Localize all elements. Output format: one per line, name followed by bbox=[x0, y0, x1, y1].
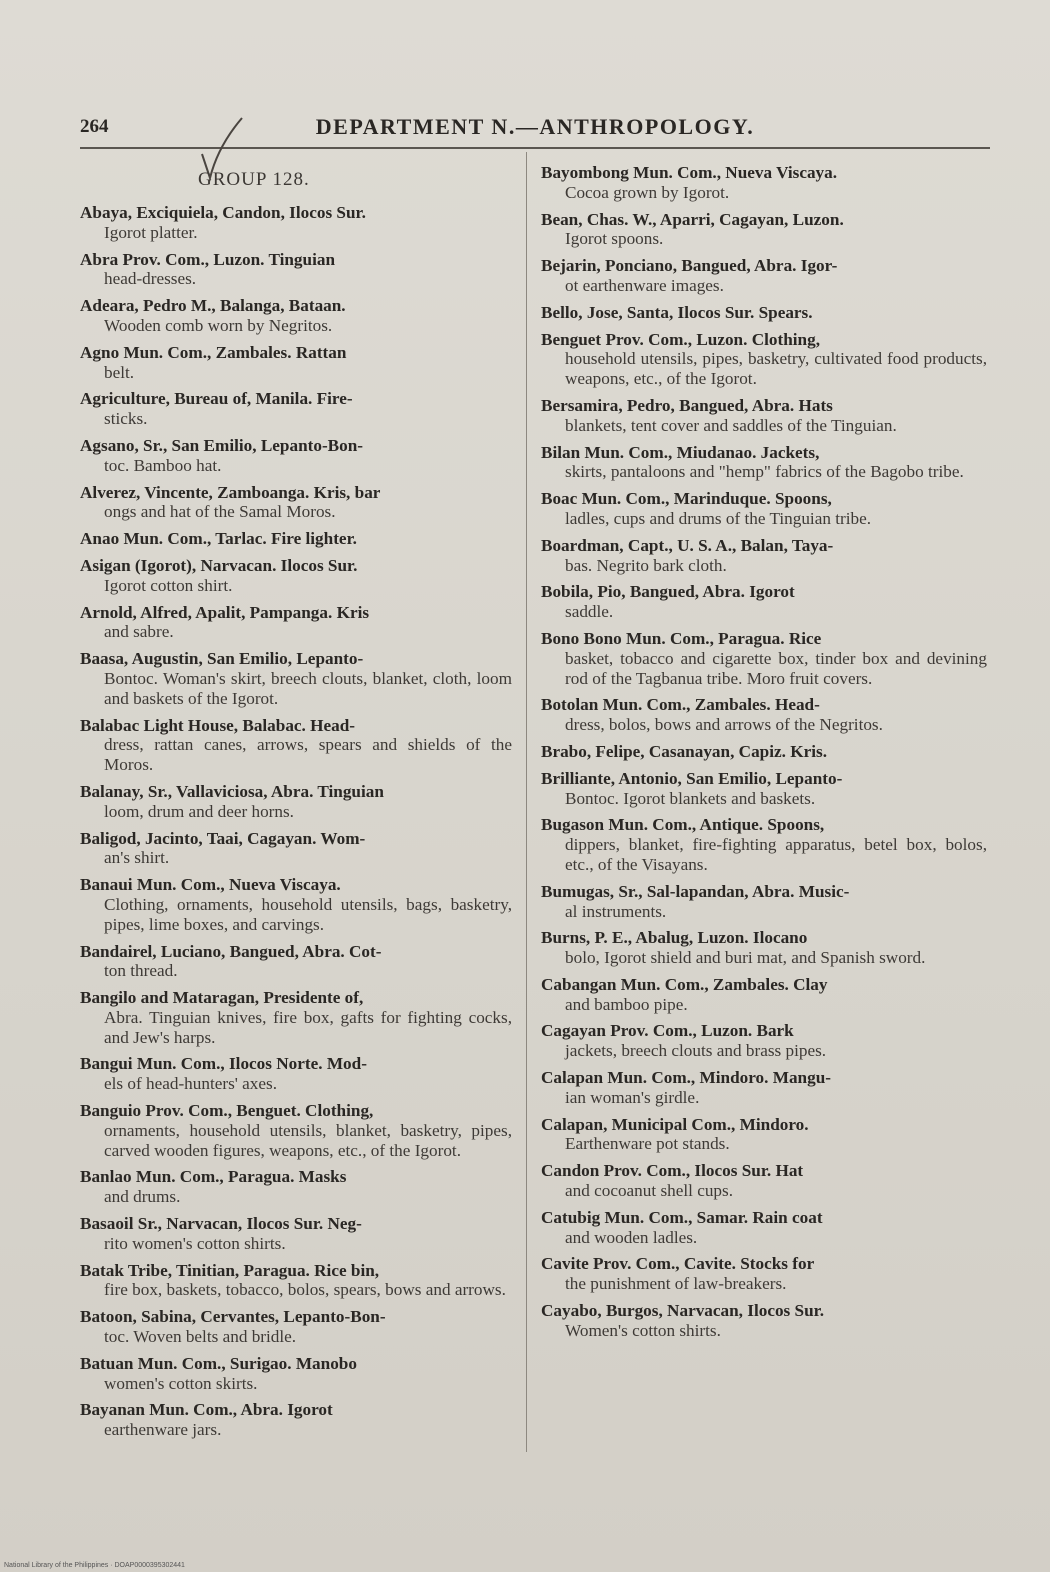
exhibitor-entry bbox=[80, 782, 512, 822]
page-number: 264 bbox=[80, 116, 109, 137]
exhibit-description: and wooden ladles. bbox=[565, 1227, 698, 1247]
exhibitor-entry bbox=[80, 296, 512, 336]
exhibit-description: rito women's cotton shirts. bbox=[104, 1233, 286, 1253]
exhibitor-entry bbox=[541, 629, 987, 688]
exhibitor-entry bbox=[80, 1054, 512, 1094]
exhibitor-name: Bilan Mun. Com., Miudanao. Jackets, bbox=[541, 442, 820, 462]
exhibitor-entry bbox=[541, 1068, 987, 1108]
exhibit-description: the punishment of law-breakers. bbox=[565, 1274, 787, 1294]
exhibit-description: dress, bolos, bows and arrows of the Negritos. bbox=[565, 715, 883, 735]
exhibit-description: jackets, breech clouts and brass pipes. bbox=[565, 1041, 827, 1061]
exhibitor-name: Baligod, Jacinto, Taai, Cagayan. Wom- bbox=[80, 828, 366, 848]
exhibit-description: saddle. bbox=[565, 602, 614, 622]
exhibitor-name: Cabangan Mun. Com., Zambales. Clay bbox=[541, 974, 828, 994]
exhibitor-entry bbox=[80, 556, 512, 596]
exhibitor-entry bbox=[80, 1101, 512, 1160]
exhibit-description: loom, drum and deer horns. bbox=[104, 801, 294, 821]
exhibit-description: Bontoc. Woman's skirt, breech clouts, blanket, cloth, loom and baskets of the Igorot. bbox=[104, 668, 512, 708]
exhibit-description: fire box, baskets, tobacco, bolos, spears, bows and arrows. bbox=[104, 1280, 506, 1300]
exhibitor-entry bbox=[80, 203, 512, 243]
exhibitor-name: Arnold, Alfred, Apalit, Pampanga. Kris bbox=[80, 602, 370, 622]
exhibitor-entry bbox=[80, 603, 512, 643]
exhibit-description: and bamboo pipe. bbox=[565, 994, 688, 1014]
exhibitor-entry bbox=[80, 436, 512, 476]
exhibit-description: Igorot platter. bbox=[104, 222, 198, 242]
exhibitor-name: Agriculture, Bureau of, Manila. Fire- bbox=[80, 389, 353, 409]
page-title: DEPARTMENT N.—ANTHROPOLOGY. bbox=[315, 114, 755, 139]
exhibit-description: Earthenware pot stands. bbox=[565, 1134, 730, 1154]
exhibit-description: skirts, pantaloons and "hemp" fabrics of the Bagobo tribe. bbox=[565, 462, 964, 482]
exhibit-description: blankets, tent cover and saddles of the Tinguian. bbox=[565, 415, 897, 435]
exhibitor-entry bbox=[80, 483, 512, 523]
exhibitor-name: Brabo, Felipe, Casanayan, Capiz. Kris. bbox=[541, 741, 827, 761]
exhibitor-entry bbox=[541, 1115, 987, 1155]
exhibitor-entry bbox=[80, 649, 512, 708]
exhibitor-entry bbox=[80, 988, 512, 1047]
exhibitor-entry bbox=[541, 815, 987, 874]
exhibit-description: toc. Bamboo hat. bbox=[104, 455, 222, 475]
exhibitor-name: Adeara, Pedro M., Balanga, Bataan. bbox=[80, 296, 346, 316]
exhibitor-name: Balanay, Sr., Vallaviciosa, Abra. Tinguian bbox=[80, 781, 384, 801]
exhibitor-name: Batoon, Sabina, Cervantes, Lepanto-Bon- bbox=[80, 1307, 386, 1327]
right-column bbox=[541, 163, 987, 1348]
exhibitor-name: Catubig Mun. Com., Samar. Rain coat bbox=[541, 1207, 823, 1227]
exhibitor-name: Brilliante, Antonio, San Emilio, Lepanto- bbox=[541, 768, 843, 788]
exhibitor-entry bbox=[80, 942, 512, 982]
exhibitor-entry bbox=[80, 1214, 512, 1254]
exhibitor-name: Bugason Mun. Com., Antique. Spoons, bbox=[541, 815, 825, 835]
exhibit-description: dippers, blanket, fire-fighting apparatus, betel box, bolos, etc., of the Visayans. bbox=[565, 835, 987, 874]
exhibitor-entry bbox=[541, 210, 987, 250]
exhibit-description: sticks. bbox=[104, 409, 148, 429]
exhibitor-name: Bangui Mun. Com., Ilocos Norte. Mod- bbox=[80, 1054, 367, 1074]
exhibitor-name: Anao Mun. Com., Tarlac. Fire lighter. bbox=[80, 529, 357, 549]
left-entry-list bbox=[80, 203, 512, 1440]
exhibitor-name: Bejarin, Ponciano, Bangued, Abra. Igor- bbox=[541, 256, 838, 276]
exhibitor-name: Banaui Mun. Com., Nueva Viscaya. bbox=[80, 875, 341, 895]
exhibitor-entry bbox=[80, 875, 512, 934]
exhibitor-name: Balabac Light House, Balabac. Head- bbox=[80, 715, 356, 735]
exhibit-description: Igorot spoons. bbox=[565, 229, 664, 249]
exhibitor-name: Cagayan Prov. Com., Luzon. Bark bbox=[541, 1021, 794, 1041]
exhibitor-entry bbox=[541, 582, 987, 622]
exhibit-description: head-dresses. bbox=[104, 269, 197, 289]
exhibitor-entry bbox=[541, 742, 987, 762]
exhibitor-name: Banlao Mun. Com., Paragua. Masks bbox=[80, 1167, 347, 1187]
exhibit-description: ladles, cups and drums of the Tinguian tribe. bbox=[565, 508, 872, 528]
exhibit-description: and drums. bbox=[104, 1187, 181, 1207]
exhibit-description: ton thread. bbox=[104, 961, 178, 981]
exhibitor-entry bbox=[541, 695, 987, 735]
exhibitor-entry bbox=[541, 882, 987, 922]
exhibit-description: basket, tobacco and cigarette box, tinder box and devining rod of the Tagbanua tribe. Moro fruit covers. bbox=[565, 648, 987, 688]
exhibit-description: ian woman's girdle. bbox=[565, 1087, 700, 1107]
exhibit-description: bas. Negrito bark cloth. bbox=[565, 555, 727, 575]
exhibitor-entry bbox=[541, 489, 987, 529]
exhibitor-entry bbox=[541, 1161, 987, 1201]
exhibitor-entry bbox=[541, 1301, 987, 1341]
exhibitor-name: Agno Mun. Com., Zambales. Rattan bbox=[80, 342, 347, 362]
exhibit-description: earthenware jars. bbox=[104, 1420, 222, 1440]
exhibit-description: belt. bbox=[104, 362, 135, 382]
exhibitor-entry bbox=[541, 256, 987, 296]
exhibit-description: ongs and hat of the Samal Moros. bbox=[104, 502, 336, 522]
exhibitor-name: Basaoil Sr., Narvacan, Ilocos Sur. Neg- bbox=[80, 1214, 362, 1234]
exhibitor-entry bbox=[80, 250, 512, 290]
exhibitor-name: Bersamira, Pedro, Bangued, Abra. Hats bbox=[541, 395, 833, 415]
right-entry-list bbox=[541, 163, 987, 1341]
exhibitor-entry bbox=[80, 1354, 512, 1394]
exhibitor-name: Abaya, Exciquiela, Candon, Ilocos Sur. bbox=[80, 203, 366, 222]
group-title: GROUP 128. bbox=[198, 169, 310, 190]
exhibit-description: ot earthenware images. bbox=[565, 275, 724, 295]
exhibitor-name: Asigan (Igorot), Narvacan. Ilocos Sur. bbox=[80, 555, 358, 575]
exhibitor-name: Bayombong Mun. Com., Nueva Viscaya. bbox=[541, 163, 838, 182]
exhibitor-name: Alverez, Vincente, Zamboanga. Kris, bar bbox=[80, 482, 381, 502]
exhibitor-entry bbox=[541, 443, 987, 483]
exhibitor-name: Candon Prov. Com., Ilocos Sur. Hat bbox=[541, 1161, 804, 1181]
exhibitor-name: Agsano, Sr., San Emilio, Lepanto-Bon- bbox=[80, 435, 364, 455]
exhibit-description: al instruments. bbox=[565, 901, 667, 921]
exhibitor-name: Bumugas, Sr., Sal-lapandan, Abra. Music- bbox=[541, 881, 850, 901]
exhibitor-entry bbox=[541, 536, 987, 576]
exhibit-description: an's shirt. bbox=[104, 848, 170, 868]
exhibitor-entry bbox=[80, 1167, 512, 1207]
exhibitor-name: Cavite Prov. Com., Cavite. Stocks for bbox=[541, 1254, 815, 1274]
exhibitor-name: Benguet Prov. Com., Luzon. Clothing, bbox=[541, 329, 821, 349]
exhibitor-name: Baasa, Augustin, San Emilio, Lepanto- bbox=[80, 649, 364, 669]
exhibit-description: Abra. Tinguian knives, fire box, gafts for fighting cocks, and Jew's harps. bbox=[104, 1007, 512, 1047]
exhibit-description: household utensils, pipes, basketry, cultivated food products, weapons, etc., of the Igorot. bbox=[565, 349, 987, 389]
exhibit-description: Wooden comb worn by Negritos. bbox=[104, 315, 333, 335]
exhibitor-entry bbox=[80, 716, 512, 775]
exhibit-description: dress, rattan canes, arrows, spears and shields of the Moros. bbox=[104, 735, 512, 775]
exhibitor-name: Bayanan Mun. Com., Abra. Igorot bbox=[80, 1400, 333, 1420]
exhibitor-name: Batuan Mun. Com., Surigao. Manobo bbox=[80, 1353, 357, 1373]
exhibitor-name: Calapan Mun. Com., Mindoro. Mangu- bbox=[541, 1068, 831, 1088]
exhibitor-name: Bean, Chas. W., Aparri, Cagayan, Luzon. bbox=[541, 209, 844, 229]
exhibitor-entry bbox=[541, 303, 987, 323]
exhibit-description: Women's cotton shirts. bbox=[565, 1320, 721, 1340]
exhibitor-entry bbox=[80, 829, 512, 869]
exhibitor-name: Boardman, Capt., U. S. A., Balan, Taya- bbox=[541, 535, 834, 555]
exhibitor-entry bbox=[541, 330, 987, 389]
exhibitor-entry bbox=[541, 396, 987, 436]
footer-note: National Library of the Philippines · DOAP0000395302441 bbox=[4, 1562, 185, 1569]
exhibit-description: bolo, Igorot shield and buri mat, and Spanish sword. bbox=[565, 948, 926, 968]
exhibitor-entry bbox=[541, 1208, 987, 1248]
exhibitor-entry bbox=[80, 1261, 512, 1301]
column-divider bbox=[526, 152, 527, 1452]
exhibit-description: els of head-hunters' axes. bbox=[104, 1074, 277, 1094]
exhibit-description: toc. Woven belts and bridle. bbox=[104, 1327, 297, 1347]
exhibitor-name: Bono Bono Mun. Com., Paragua. Rice bbox=[541, 628, 822, 648]
exhibit-description: Igorot cotton shirt. bbox=[104, 575, 233, 595]
exhibitor-entry bbox=[80, 343, 512, 383]
exhibitor-entry bbox=[541, 975, 987, 1015]
exhibitor-name: Bello, Jose, Santa, Ilocos Sur. Spears. bbox=[541, 302, 813, 322]
exhibitor-entry bbox=[80, 529, 512, 549]
exhibitor-name: Bangilo and Mataragan, Presidente of, bbox=[80, 988, 364, 1008]
exhibitor-name: Abra Prov. Com., Luzon. Tinguian bbox=[80, 249, 336, 269]
exhibitor-entry bbox=[541, 1021, 987, 1061]
exhibitor-name: Bandairel, Luciano, Bangued, Abra. Cot- bbox=[80, 941, 382, 961]
exhibitor-name: Burns, P. E., Abalug, Luzon. Ilocano bbox=[541, 928, 808, 948]
exhibit-description: women's cotton skirts. bbox=[104, 1373, 258, 1393]
exhibit-description: Cocoa grown by Igorot. bbox=[565, 182, 730, 202]
exhibitor-name: Batak Tribe, Tinitian, Paragua. Rice bin, bbox=[80, 1260, 380, 1280]
exhibitor-name: Banguio Prov. Com., Benguet. Clothing, bbox=[80, 1101, 374, 1121]
exhibitor-entry bbox=[541, 769, 987, 809]
exhibitor-entry bbox=[541, 163, 987, 203]
exhibit-description: and cocoanut shell cups. bbox=[565, 1181, 734, 1201]
exhibitor-entry bbox=[80, 389, 512, 429]
exhibit-description: Bontoc. Igorot blankets and baskets. bbox=[565, 788, 816, 808]
exhibitor-name: Bobila, Pio, Bangued, Abra. Igorot bbox=[541, 582, 795, 602]
left-column bbox=[80, 163, 512, 1447]
exhibit-description: ornaments, household utensils, blanket, basketry, pipes, carved wooden figures, weapons, etc., of the Igorot. bbox=[104, 1120, 512, 1160]
exhibit-description: Clothing, ornaments, household utensils, bags, basketry, pipes, lime boxes, and carvings. bbox=[104, 894, 512, 934]
exhibit-description: and sabre. bbox=[104, 622, 174, 642]
exhibitor-entry bbox=[80, 1400, 512, 1440]
exhibitor-name: Cayabo, Burgos, Narvacan, Ilocos Sur. bbox=[541, 1301, 824, 1321]
exhibitor-name: Boac Mun. Com., Marinduque. Spoons, bbox=[541, 489, 832, 509]
exhibitor-entry bbox=[541, 1254, 987, 1294]
exhibitor-name: Calapan, Municipal Com., Mindoro. bbox=[541, 1114, 809, 1134]
exhibitor-entry bbox=[541, 928, 987, 968]
exhibitor-name: Botolan Mun. Com., Zambales. Head- bbox=[541, 695, 820, 715]
exhibitor-entry bbox=[80, 1307, 512, 1347]
